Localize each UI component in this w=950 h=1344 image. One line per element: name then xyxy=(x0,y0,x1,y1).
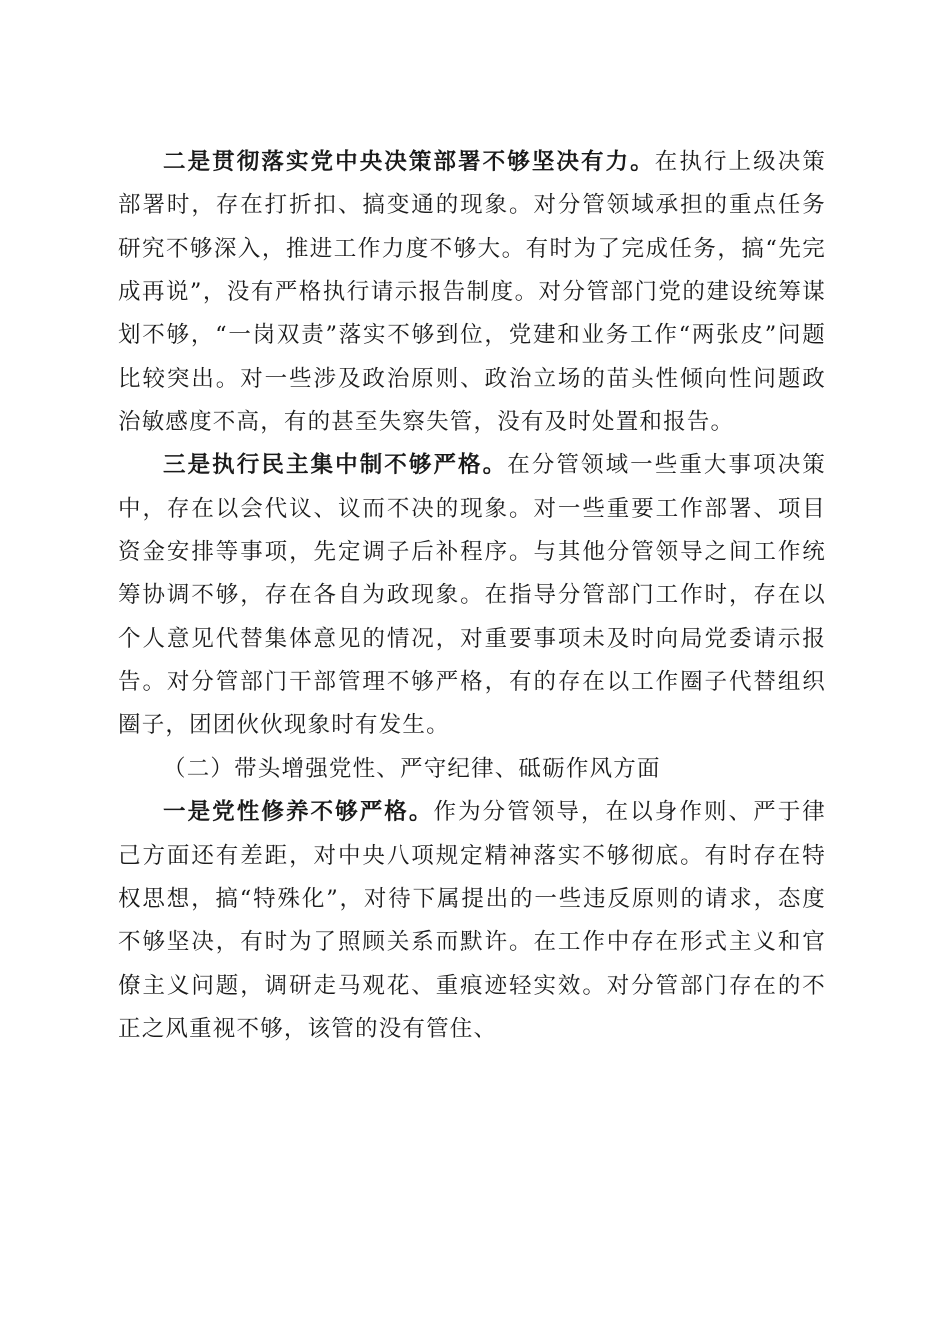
paragraph-body: 在执行上级决策部署时，存在打折扣、搞变通的现象。对分管领域承担的重点任务研究不够深入，推进工作力度不够大。有时为了完成任务，搞“先完成再说”，没有严格执行请示报告制度。对分管部门党的建设统筹谋划不够，“一岗双责”落实不够到位，党建和业务工作“两张皮”问题比较突出。对一些涉及政治原则、政治立场的苗头性倾向性问题政治敏感度不高，有的甚至失察失管，没有及时处置和报告。 xyxy=(118,149,826,436)
paragraph-lead: 一是党性修养不够严格。 xyxy=(163,799,434,826)
paragraph-lead: 二是贯彻落实党中央决策部署不够坚决有力。 xyxy=(163,149,655,175)
paragraph-1-party-spirit xyxy=(118,791,826,1051)
paragraph-body: 作为分管领导，在以身作则、严于律己方面还有差距，对中央八项规定精神落实不够彻底。有时存在特权思想，搞“特殊化”，对待下属提出的一些违反原则的请求，态度不够坚决，有时为了照顾关系而默许。在工作中存在形式主义和官僚主义问题，调研走马观花、重痕迹轻实效。对分管部门存在的不正之风重视不够，该管的没有管住、 xyxy=(118,799,827,1042)
paragraph-lead: 三是执行民主集中制不够严格。 xyxy=(163,452,508,479)
paragraph-2-implementation xyxy=(118,141,826,444)
paragraph-3-democratic-centralism xyxy=(118,444,826,747)
paragraph-body: 在分管领域一些重大事项决策中，存在以会代议、议而不决的现象。对一些重要工作部署、项目资金安排等事项，先定调子后补程序。与其他分管领导之间工作统筹协调不够，存在各自为政现象。在指导分管部门工作时，存在以个人意见代替集体意见的情况，对重要事项未及时向局党委请示报告。对分管部门干部管理不够严格，有的存在以工作圈子代替组织圈子，团团伙伙现象时有发生。 xyxy=(118,452,826,739)
document-page xyxy=(118,141,826,1051)
section-heading: （二）带头增强党性、严守纪律、砥砺作风方面 xyxy=(163,755,661,782)
